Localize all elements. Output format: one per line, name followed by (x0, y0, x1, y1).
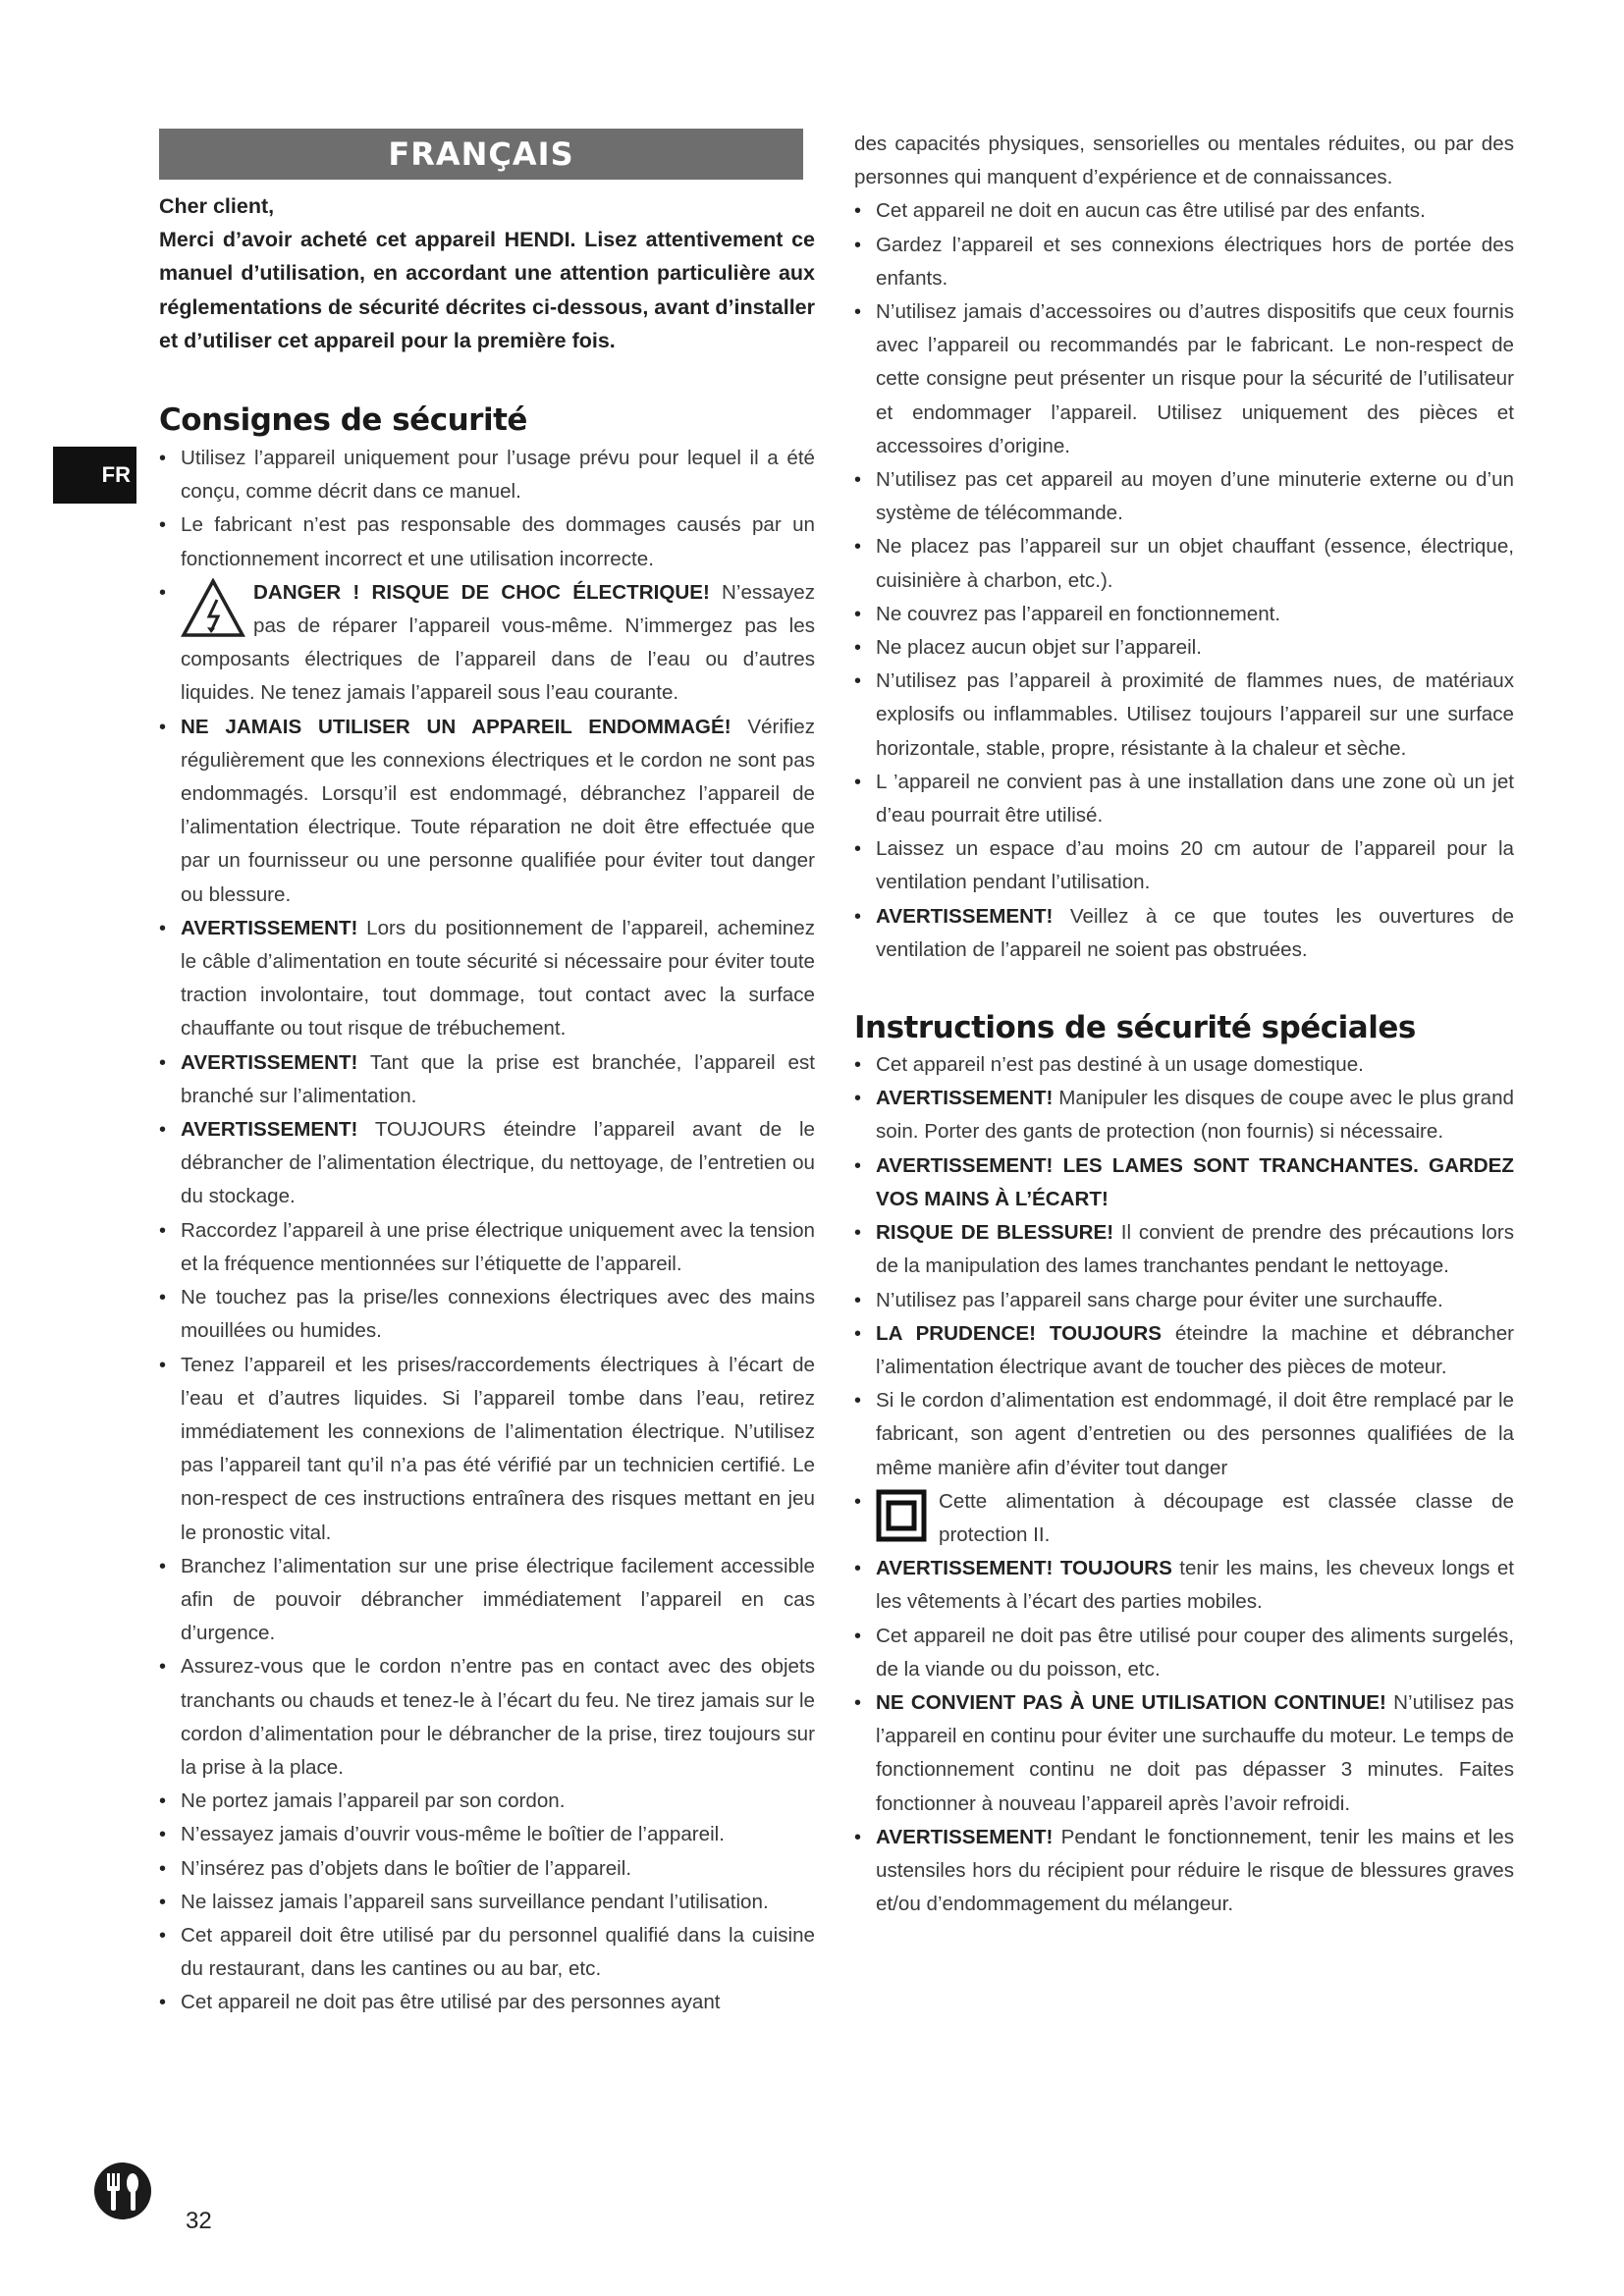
list-item: • NE JAMAIS UTILISER UN APPAREIL ENDOMMAGÉ! Vérifiez régulièrement que les connexions électriques et le cordon ne sont pas endommagés. Lorsqu’il est endommagé, débranchez l’appareil de l’alimentation électrique. Toute réparation ne doit être effectuée que par un fournisseur ou une personne qualifiée pour éviter tout danger ou blessure. (159, 711, 815, 912)
list-item: • Assurez-vous que le cordon n’entre pas en contact avec des objets tranchants ou chauds et tenez-le à l’écart du feu. Ne tirez jamais sur le cordon d’alimentation pour le débrancher de la prise, tirez toujours sur la prise à la place. (159, 1650, 815, 1785)
language-side-tab: FR (53, 447, 136, 504)
list-item: • Utilisez l’appareil uniquement pour l’usage prévu pour lequel il a été conçu, comme décrit dans ce manuel. (159, 442, 815, 508)
list-item: • Ne portez jamais l’appareil par son cordon. (159, 1785, 815, 1818)
electric-shock-warning-icon (181, 578, 245, 639)
list-item: • Laissez un espace d’au moins 20 cm autour de l’appareil pour la ventilation pendant l’utilisation. (854, 832, 1514, 899)
safety-list (159, 442, 815, 2020)
safety-list-continued (854, 194, 1514, 967)
list-item: • Le fabricant n’est pas responsable des dommages causés par un fonctionnement incorrect et une utilisation incorrecte. (159, 508, 815, 575)
list-item: • AVERTISSEMENT! Tant que la prise est branchée, l’appareil est branché sur l’alimentation. (159, 1046, 815, 1113)
list-item: • N’utilisez pas cet appareil au moyen d’une minuterie externe ou d’un système de télécommande. (854, 463, 1514, 530)
special-safety-title: Instructions de sécurité spéciales (854, 1010, 1416, 1046)
list-item: • Ne placez aucun objet sur l’appareil. (854, 631, 1514, 665)
list-item: • Cet appareil ne doit en aucun cas être utilisé par des enfants. (854, 194, 1514, 228)
list-item: • AVERTISSEMENT! TOUJOURS éteindre l’appareil avant de le débrancher de l’alimentation électrique, du nettoyage, de l’entretien ou du stockage. (159, 1113, 815, 1214)
list-item: • Ne laissez jamais l’appareil sans surveillance pendant l’utilisation. (159, 1886, 815, 1919)
list-item: • Cet appareil ne doit pas être utilisé par des personnes ayant (159, 1986, 815, 2019)
continued-text: des capacités physiques, sensorielles ou mentales réduites, ou par des personnes qui manquent d’expérience et de connaissances. (854, 133, 1514, 189)
list-item: • AVERTISSEMENT! Pendant le fonctionnement, tenir les mains et les ustensiles hors du récipient pour réduire le risque de blessures graves et/ou d’endommagement du mélangeur. (854, 1821, 1514, 1922)
list-item: • AVERTISSEMENT! LES LAMES SONT TRANCHANTES. GARDEZ VOS MAINS À L’ÉCART! (854, 1149, 1514, 1216)
list-item: • AVERTISSEMENT! Manipuler les disques de coupe avec le plus grand soin. Porter des gants de protection (non fournis) si nécessaire. (854, 1082, 1514, 1148)
list-item: • Si le cordon d’alimentation est endommagé, il doit être remplacé par le fabricant, son agent d’entretien ou des personnes qualifiées de la même manière afin d’éviter tout danger (854, 1384, 1514, 1485)
intro (159, 189, 815, 357)
list-item: • Raccordez l’appareil à une prise électrique uniquement avec la tension et la fréquence mentionnées sur l’étiquette de l’appareil. (159, 1214, 815, 1281)
class-ii-double-insulation-icon (876, 1489, 927, 1542)
list-item: • N’essayez jamais d’ouvrir vous-même le boîtier de l’appareil. (159, 1818, 815, 1851)
right-column (854, 128, 1514, 1921)
list-item: • AVERTISSEMENT! Veillez à ce que toutes les ouvertures de ventilation de l’appareil ne soient pas obstruées. (854, 900, 1514, 967)
list-item: • LA PRUDENCE! TOUJOURS éteindre la machine et débrancher l’alimentation électrique avant de toucher des pièces de moteur. (854, 1317, 1514, 1384)
list-item: • Cet appareil doit être utilisé par du personnel qualifié dans la cuisine du restaurant, dans les cantines ou au bar, etc. (159, 1919, 815, 1986)
list-item: • AVERTISSEMENT! TOUJOURS tenir les mains, les cheveux longs et les vêtements à l’écart des parties mobiles. (854, 1552, 1514, 1619)
list-item: • RISQUE DE BLESSURE! Il convient de prendre des précautions lors de la manipulation des lames tranchantes pendant le nettoyage. (854, 1216, 1514, 1283)
list-item: • NE CONVIENT PAS À UNE UTILISATION CONTINUE! N’utilisez pas l’appareil en continu pour éviter une surchauffe du moteur. Le temps de fonctionnement continu ne doit pas dépasser 3 minutes. Faites fonctionner à nouveau l’appareil après l’avoir refroidi. (854, 1686, 1514, 1821)
page-number: 32 (186, 2208, 212, 2234)
list-item: • Tenez l’appareil et les prises/raccordements électriques à l’écart de l’eau et d’autres liquides. Si l’appareil tombe dans l’eau, retirez immédiatement les connexions de l’alimentation électrique. N’utilisez pas l’appareil tant qu’il n’a pas été vérifié par un technicien certifié. Le non-respect de ces instructions entraînera des risques mettant en jeu le pronostic vital. (159, 1349, 815, 1550)
list-item: • N’utilisez pas l’appareil à proximité de flammes nues, de matériaux explosifs ou inflammables. Utilisez toujours l’appareil sur une surface horizontale, stable, propre, résistante à la chaleur et sèche. (854, 665, 1514, 766)
left-column (159, 189, 815, 2020)
list-item: • N’utilisez jamais d’accessoires ou d’autres dispositifs que ceux fournis avec l’appareil ou recommandés par le fabricant. Le non-respect de cette consigne peut présenter un risque pour la sécurité de l’utilisateur et endommager l’appareil. Utilisez uniquement des pièces et accessoires d’origine. (854, 295, 1514, 463)
list-item: • Ne touchez pas la prise/les connexions électriques avec des mains mouillées ou humides. (159, 1281, 815, 1348)
list-item: • Cet appareil n’est pas destiné à un usage domestique. (854, 1048, 1514, 1082)
list-item: • Cette alimentation à découpage est classée classe de protection II. (854, 1485, 1514, 1552)
list-item: • L ’appareil ne convient pas à une installation dans une zone où un jet d’eau pourrait être utilisé. (854, 766, 1514, 832)
list-item: • Cet appareil ne doit pas être utilisé pour couper des aliments surgelés, de la viande ou du poisson, etc. (854, 1620, 1514, 1686)
list-item: • Ne placez pas l’appareil sur un objet chauffant (essence, électrique, cuisinière à charbon, etc.). (854, 530, 1514, 597)
list-item: • N’utilisez pas l’appareil sans charge pour éviter une surchauffe. (854, 1284, 1514, 1317)
cutlery-icon (93, 2162, 152, 2220)
language-banner: FRANÇAIS (159, 129, 803, 180)
list-item: • AVERTISSEMENT! Lors du positionnement de l’appareil, acheminez le câble d’alimentation en toute sécurité si nécessaire pour éviter toute traction involontaire, tout dommage, tout contact avec la surface chauffante ou tout risque de trébuchement. (159, 912, 815, 1046)
list-item: • N’insérez pas d’objets dans le boîtier de l’appareil. (159, 1852, 815, 1886)
safety-title: Consignes de sécurité (159, 402, 527, 439)
list-item: • Ne couvrez pas l’appareil en fonctionnement. (854, 598, 1514, 631)
list-item: • Gardez l’appareil et ses connexions électriques hors de portée des enfants. (854, 229, 1514, 295)
list-item: • Branchez l’alimentation sur une prise électrique facilement accessible afin de pouvoir débrancher immédiatement l’appareil en cas d’urgence. (159, 1550, 815, 1651)
special-safety-list (854, 1048, 1514, 1921)
greeting: Cher client, (159, 194, 275, 218)
list-item: • DANGER ! RISQUE DE CHOC ÉLECTRIQUE! N’essayez pas de réparer l’appareil vous-même. N’immergez pas les composants électriques de l’appareil dans de l’eau ou d’autres liquides. Ne tenez jamais l’appareil sous l’eau courante. (159, 576, 815, 711)
intro-text: Merci d’avoir acheté cet appareil HENDI. Lisez attentivement ce manuel d’utilisation, en accordant une attention particulière aux réglementations de sécurité décrites ci-dessous, avant d’installer et d’utiliser cet appareil pour la première fois. (159, 228, 815, 352)
